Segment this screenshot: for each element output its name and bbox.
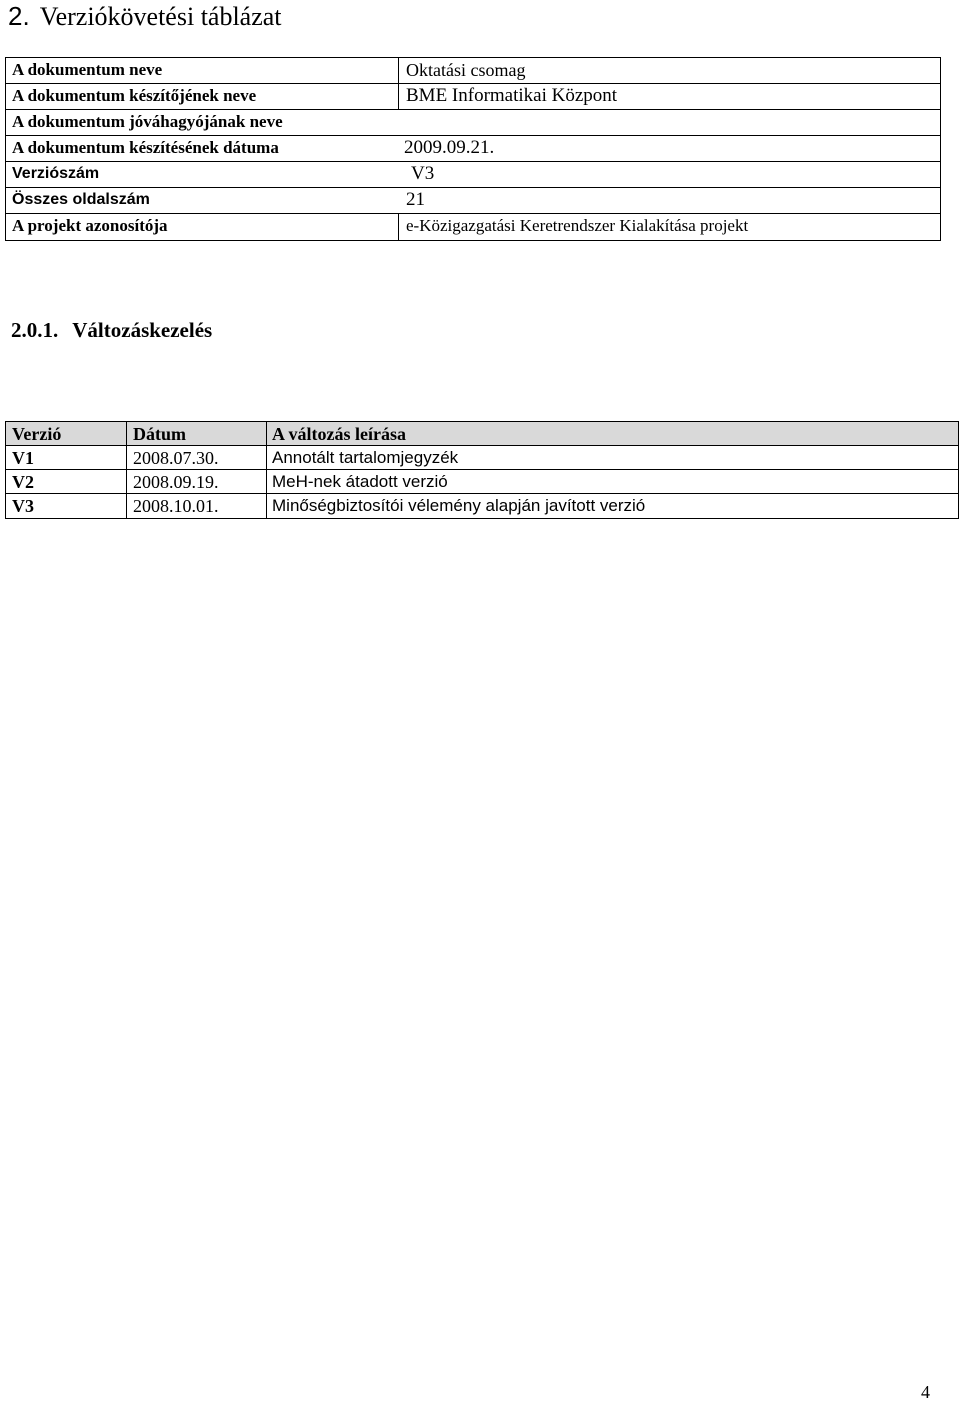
cell-version: V3 [12, 496, 34, 516]
column-divider [266, 470, 267, 493]
subsection-title: Változáskezelés [72, 318, 213, 342]
cell-description: Annotált tartalomjegyzék [272, 448, 459, 467]
column-header-description: A változás leírása [272, 424, 406, 444]
cell-divider [398, 84, 399, 109]
meta-label: Verziószám [12, 165, 100, 182]
subsection-number: 2.0.1. [11, 318, 59, 342]
meta-label: A projekt azonosítója [12, 216, 168, 235]
meta-label: A dokumentum jóváhagyójának neve [12, 112, 283, 131]
meta-label: A dokumentum készítésének dátuma [12, 138, 279, 157]
document-meta-table [5, 57, 941, 241]
meta-row-version [6, 162, 940, 188]
column-divider [126, 470, 127, 493]
cell-description: Minőségbiztosítói vélemény alapján javított verzió [272, 496, 646, 515]
meta-row-document-name [6, 58, 940, 84]
cell-version: V2 [12, 472, 34, 492]
column-divider [126, 446, 127, 469]
meta-label: A dokumentum készítőjének neve [12, 86, 257, 105]
cell-divider [398, 214, 399, 240]
section-title: Verziókövetési táblázat [39, 2, 282, 31]
meta-label: Összes oldalszám [12, 191, 150, 208]
section-number: 2. [8, 1, 30, 31]
cell-date: 2008.07.30. [133, 448, 219, 468]
column-divider [126, 422, 127, 445]
meta-value: BME Informatikai Központ [406, 85, 618, 106]
cell-divider [398, 58, 399, 83]
meta-row-project-id [6, 214, 940, 240]
meta-value: e-Közigazgatási Keretrendszer Kialakítása projekt [406, 216, 749, 235]
column-header-date: Dátum [133, 424, 186, 444]
table-row [6, 446, 958, 470]
column-divider [126, 494, 127, 518]
meta-value: 2009.09.21. [404, 137, 495, 158]
table-row [6, 494, 958, 518]
cell-description: MeH-nek átadott verzió [272, 472, 448, 491]
meta-row-author [6, 84, 940, 110]
cell-date: 2008.10.01. [133, 496, 219, 516]
table-header-row [6, 422, 958, 446]
meta-row-page-count [6, 188, 940, 214]
meta-value: V3 [411, 163, 435, 184]
column-divider [266, 494, 267, 518]
table-row [6, 470, 958, 494]
change-log-table [5, 421, 959, 519]
meta-label: A dokumentum neve [12, 60, 163, 79]
meta-row-date [6, 136, 940, 162]
cell-date: 2008.09.19. [133, 472, 219, 492]
column-divider [266, 422, 267, 445]
column-divider [266, 446, 267, 469]
cell-version: V1 [12, 448, 34, 468]
meta-row-approver [6, 110, 940, 136]
subsection-heading [11, 316, 212, 344]
section-heading [8, 0, 282, 33]
column-header-version: Verzió [12, 424, 62, 444]
page-number: 4 [921, 1382, 930, 1402]
meta-value: 21 [406, 189, 425, 210]
meta-value: Oktatási csomag [406, 60, 526, 80]
